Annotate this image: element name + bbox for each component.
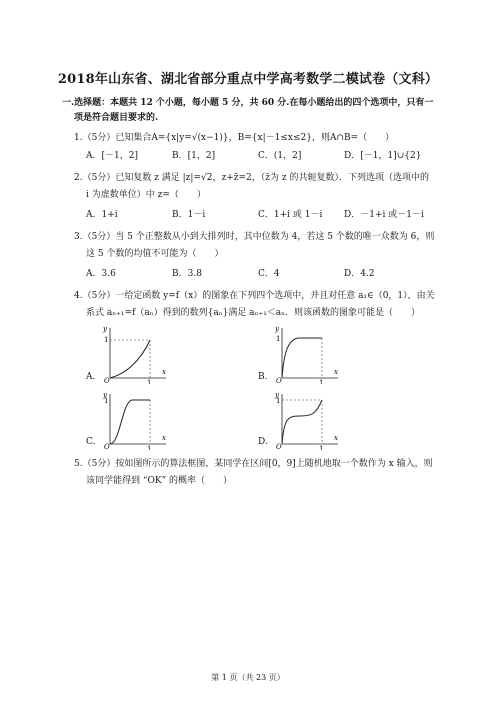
- tick-label-y-one: 1: [276, 397, 281, 405]
- q4-option-a-label: A.: [86, 372, 96, 382]
- q1-option-d: D．[－1，1]∪{2}: [344, 151, 422, 161]
- x-axis-label: x: [334, 434, 338, 442]
- q3-option-a: A．3.6: [86, 269, 116, 279]
- origin-label: O: [276, 443, 282, 450]
- q4-graph-d: [272, 388, 342, 450]
- x-axis-label: x: [162, 434, 166, 442]
- q4-graph-c: [100, 388, 170, 450]
- y-axis-label: y: [275, 391, 279, 399]
- q1-option-a: A．[－1，2]: [86, 151, 138, 161]
- q4-graph-a: [100, 322, 170, 384]
- y-axis-label: y: [103, 391, 107, 399]
- tick-label-x-one: 1: [319, 379, 324, 384]
- question-5-line1: 5.（5分）按如图所示的算法框图，某同学在区间[0，9]上随机地取一个数作为 x 输入，则: [74, 459, 433, 469]
- origin-label: O: [276, 377, 282, 384]
- q3-option-d: D．4.2: [344, 269, 375, 279]
- y-axis-label: y: [103, 325, 107, 333]
- q4-graph-b: [272, 322, 342, 384]
- q2-option-d: D．－1+i 或－1－i: [344, 210, 424, 220]
- q2-option-c: C．1+i 或 1－i: [258, 210, 323, 220]
- tick-label-y-one: 1: [104, 397, 109, 405]
- y-axis-label: y: [275, 325, 279, 333]
- q1-option-b: B．[1，2]: [172, 151, 216, 161]
- q4-option-d-label: D.: [258, 437, 268, 447]
- origin-label: O: [104, 377, 110, 384]
- tick-label-x-one: 1: [147, 445, 152, 450]
- q2-option-a: A．1+i: [86, 210, 118, 220]
- q3-option-c: C．4: [258, 269, 280, 279]
- q3-option-b: B．3.8: [172, 269, 202, 279]
- section-heading-line2: 项是符合题目要求的.: [74, 113, 159, 123]
- question-1: 1.（5分）已知集合A={x|y=√(x−1)}，B={x|－1≤x≤2}，则A∩B=（ ）: [74, 133, 395, 143]
- page-footer: 第 1 页（共 23 页）: [211, 673, 285, 682]
- question-2-line2: i 为虚数单位）中 z=（ ）: [86, 190, 206, 200]
- page-title: 2018年山东省、湖北省部分重点中学高考数学二模试卷（文科）: [57, 72, 439, 87]
- tick-label-y-one: 1: [276, 335, 281, 343]
- question-4-line1: 4.（5分）一给定函数 y=f（x）的图象在下列四个选项中，并且对任意 a₁∈（0，1），由关: [74, 291, 435, 301]
- tick-label-x-one: 1: [319, 445, 324, 450]
- question-2-line1: 2.（5分）已知复数 z 满足 |z|=√2，z+z̄=2，（z̄为 z 的共轭复数）．下列选项（选项中的: [74, 173, 429, 183]
- question-5-line2: 该同学能得到 “OK” 的概率（ ）: [86, 476, 233, 486]
- tick-label-x-one: 1: [147, 379, 152, 384]
- x-axis-label: x: [162, 368, 166, 376]
- origin-label: O: [104, 443, 110, 450]
- x-axis-label: x: [334, 368, 338, 376]
- question-4-line2: 系式 aₙ₊₁=f（aₙ）得到的数列{aₙ}满足 aₙ₊₁＜aₙ．则该函数的图象可能是（ ）: [86, 308, 421, 318]
- q4-option-b-label: B.: [258, 372, 268, 382]
- q2-option-b: B．1－i: [172, 210, 206, 220]
- q1-option-c: C．(1，2]: [258, 151, 302, 161]
- tick-label-y-one: 1: [104, 336, 109, 344]
- q4-option-c-label: C.: [86, 437, 96, 447]
- question-3-line1: 3.（5分）当 5 个正整数从小到大排列时，其中位数为 4，若这 5 个数的唯一众数为 6，则: [74, 232, 435, 242]
- section-heading-line1: 一.选择题：本题共 12 个小题，每小题 5 分，共 60 分.在每小题给出的四个选项中，只有一: [62, 98, 434, 108]
- question-3-line2: 这 5 个数的均值不可能为（ ）: [86, 249, 224, 259]
